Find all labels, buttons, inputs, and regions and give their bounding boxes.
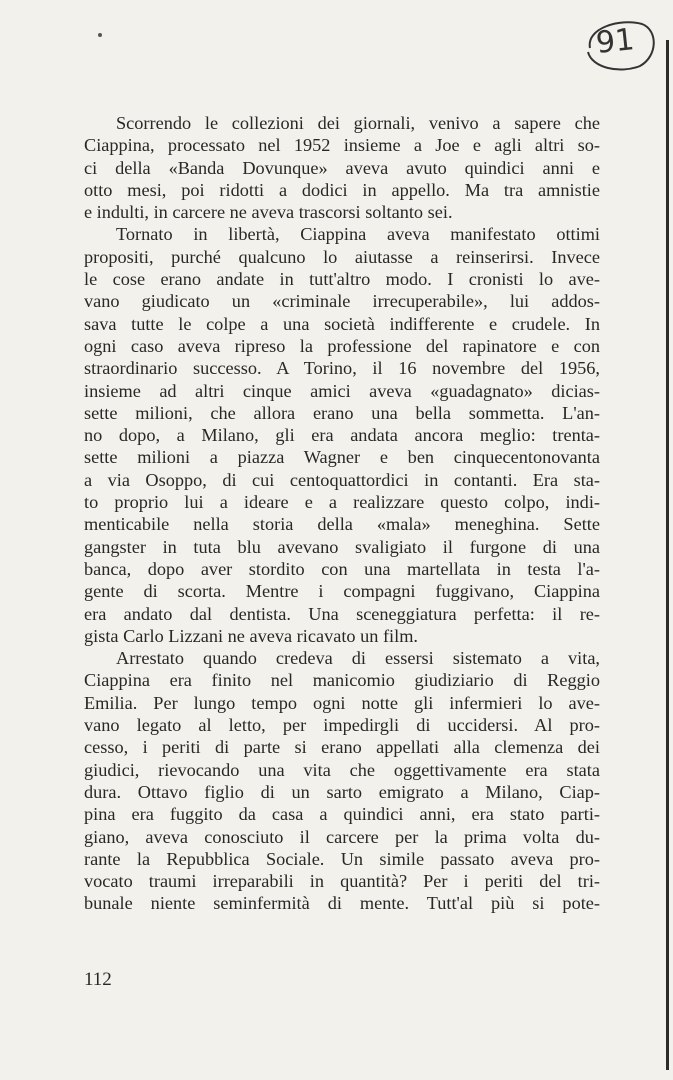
text-line: Scorrendo le collezioni dei giornali, venivo a sapere che: [116, 113, 600, 133]
text-line: sette milioni, che allora erano una bella sommetta. L'an-: [84, 402, 600, 423]
text-line: cesso, i periti di parte si erano appellati alla clemenza dei: [84, 737, 600, 758]
page-edge-shadow: [666, 40, 669, 1070]
text-line: ogni caso aveva ripreso la professione del rapinatore e con: [84, 335, 600, 356]
text-line: Tornato in libertà, Ciappina aveva manifestato ottimi: [116, 224, 600, 245]
text-line: ci della «Banda Dovunque» aveva avuto quindici anni e: [84, 157, 600, 178]
text-line: to proprio lui a ideare e a realizzare questo colpo, indi-: [84, 492, 600, 513]
paragraph-3: [84, 647, 600, 915]
text-line: pina era fuggito da casa a quindici anni, era stato parti-: [84, 804, 600, 825]
text-line: vano legato al letto, per impedirgli di uccidersi. Al pro-: [84, 715, 600, 736]
text-line: Emilia. Per lungo tempo ogni notte gli infermieri lo ave-: [84, 692, 600, 713]
text-line: rante la Repubblica Sociale. Un simile passato aveva pro-: [84, 848, 600, 869]
text-line: sette milioni a piazza Wagner e ben cinquecentonovanta: [84, 447, 600, 468]
text-line: menticabile nella storia della «mala» meneghina. Sette: [84, 514, 600, 535]
text-line: banca, dopo aver stordito con una martellata in testa l'a-: [84, 558, 600, 579]
paragraph-2: [84, 223, 600, 647]
text-line: otto mesi, poi ridotti a dodici in appello. Ma tra amnistie: [84, 179, 600, 200]
text-line: gente di scorta. Mentre i compagni fuggivano, Ciappina: [84, 581, 600, 602]
text-line: no dopo, a Milano, gli era andata ancora meglio: trenta-: [84, 425, 600, 446]
text-line: gangster in tuta blu avevano svaligiato il furgone di una: [84, 536, 600, 557]
text-line: straordinario successo. A Torino, il 16 novembre del 1956,: [84, 358, 600, 379]
text-line: dura. Ottavo figlio di un sarto emigrato a Milano, Ciap-: [84, 781, 600, 802]
text-line: Arrestato quando credeva di essersi sistemato a vita,: [116, 648, 600, 669]
text-line: propositi, purché qualcuno lo aiutasse a reinserirsi. Invece: [84, 246, 600, 267]
text-line: gista Carlo Lizzani ne aveva ricavato un film.: [84, 625, 419, 646]
folio-mark-number: 91: [594, 22, 636, 61]
text-line: vocato traumi irreparabili in quantità? Per i periti del tri-: [84, 871, 600, 892]
text-line: Ciappina era finito nel manicomio giudiziario di Reggio: [84, 670, 600, 691]
text-line: a via Osoppo, di cui centoquattordici in contanti. Era sta-: [84, 469, 600, 490]
text-line: sava tutte le colpe a una società indifferente e crudele. In: [84, 313, 600, 334]
speck-mark: [98, 33, 102, 37]
text-line: le cose erano andate in tutt'altro modo. I cronisti lo ave-: [84, 269, 600, 290]
text-line: era andato dal dentista. Una sceneggiatura perfetta: il re-: [84, 603, 600, 624]
text-line: bunale niente seminfermità di mente. Tutt'al più si pote-: [84, 893, 600, 914]
text-line: e indulti, in carcere ne aveva trascorsi soltanto sei.: [84, 202, 453, 223]
text-line: giano, aveva conosciuto il carcere per la prima volta du-: [84, 826, 600, 847]
text-line: giudici, rievocando una vita che oggettivamente era stata: [84, 759, 600, 780]
handwritten-folio-mark: [580, 16, 660, 74]
text-line: vano giudicato un «criminale irrecuperabile», lui addos-: [84, 291, 600, 312]
text-line: insieme ad altri cinque amici aveva «guadagnato» dicias-: [84, 380, 600, 401]
text-line: Ciappina, processato nel 1952 insieme a Joe e agli altri so-: [84, 135, 600, 156]
paragraph-1: [84, 112, 600, 223]
body-text: [84, 112, 600, 915]
page-number: 112: [84, 969, 112, 990]
